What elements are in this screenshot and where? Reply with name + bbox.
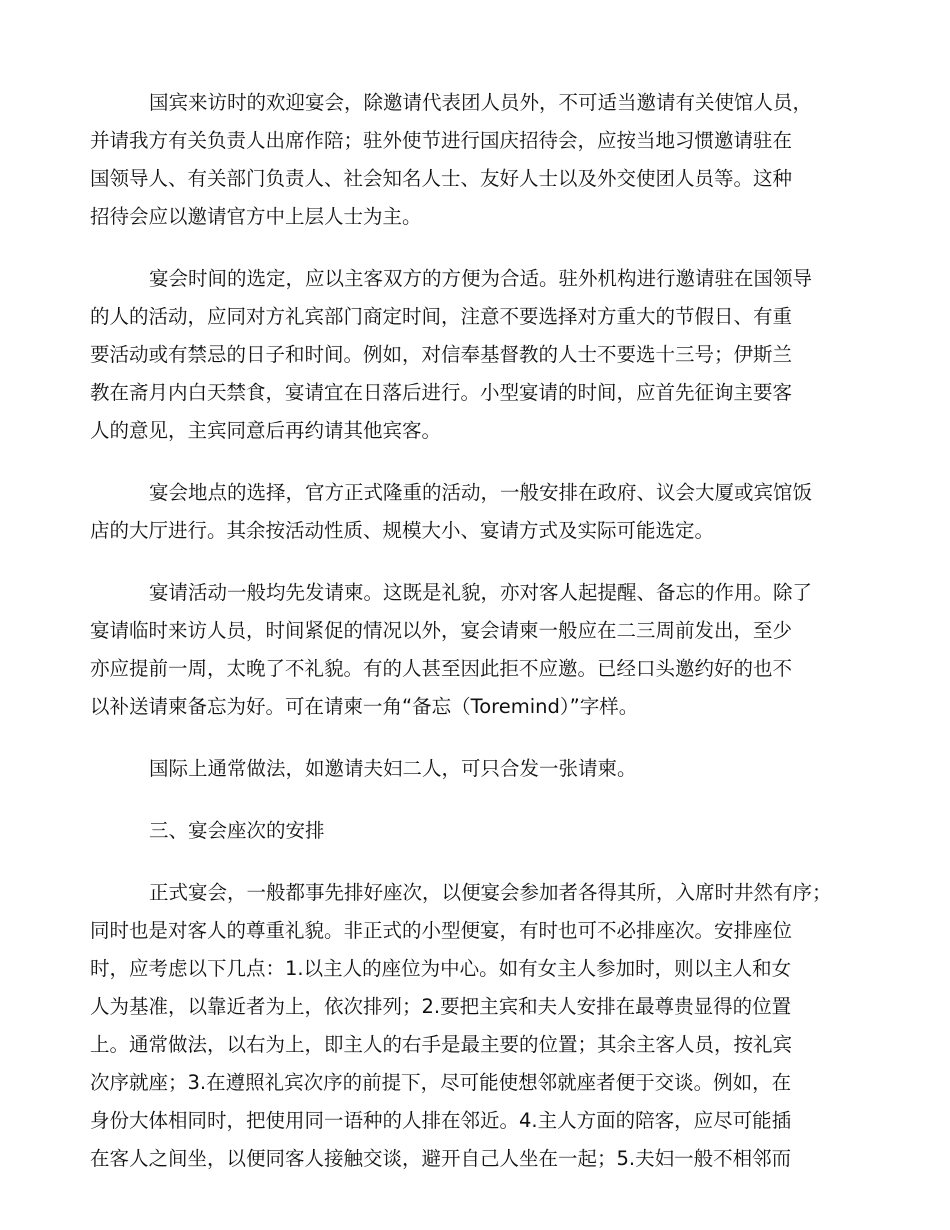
text-line: 同时也是对客人的尊重礼貌。非正式的小型便宴，有时也可不必排座次。安排座位 xyxy=(90,919,793,942)
text-line: 宴请活动一般均先发请柬。这既是礼貌，亦对客人起提醒、备忘的作用。除了 xyxy=(149,581,813,604)
text-line: 店的大厅进行。其余按活动性质、规模大小、宴请方式及实际可能选定。 xyxy=(90,519,715,542)
paragraph-banquet-time xyxy=(90,260,890,450)
text-line: 招待会应以邀请官方中上层人士为主。 xyxy=(90,205,422,228)
text-line: 宴请临时来访人员，时间紧促的情况以外，宴会请柬一般应在二三周前发出，至少 xyxy=(90,619,793,642)
paragraph-seating-arrangement xyxy=(90,874,890,1178)
text-line: 宴会地点的选择，官方正式隆重的活动，一般安排在政府、议会大厦或宾馆饭 xyxy=(149,481,813,504)
text-line: 国领导人、有关部门负责人、社会知名人士、友好人士以及外交使团人员等。这种 xyxy=(90,167,793,190)
text-line: 要活动或有禁忌的日子和时间。例如，对信奉基督教的人士不要选十三号；伊斯兰 xyxy=(90,343,793,366)
text-line: 人为基准，以靠近者为上，依次排列；2.要把主宾和夫人安排在最尊贵显得的位置 xyxy=(90,995,792,1018)
paragraph-invitations xyxy=(90,574,890,726)
section-heading: 三、宴会座次的安排 xyxy=(149,819,325,842)
text-line: 身份大体相同时，把使用同一语种的人排在邻近。4.主人方面的陪客，应尽可能插 xyxy=(90,1109,792,1132)
text-line: 宴会时间的选定，应以主客双方的方便为合适。驻外机构进行邀请驻在国领导 xyxy=(149,267,813,290)
text-line: 教在斋月内白天禁食，宴请宜在日落后进行。小型宴请的时间，应首先征询主要客 xyxy=(90,381,793,404)
paragraph-banquet-location xyxy=(90,474,890,550)
text-line: 国宾来访时的欢迎宴会，除邀请代表团人员外，不可适当邀请有关使馆人员， xyxy=(149,91,813,114)
text-line: 的人的活动，应同对方礼宾部门商定时间，注意不要选择对方重大的节假日、有重 xyxy=(90,305,793,328)
text-line: 人的意见，主宾同意后再约请其他宾客。 xyxy=(90,419,442,442)
paragraph-couple-invitation xyxy=(90,750,890,788)
text-line: 时，应考虑以下几点：1.以主人的座位为中心。如有女主人参加时，则以主人和女 xyxy=(90,957,792,980)
text-line: 次序就座；3.在遵照礼宾次序的前提下，尽可能使想邻就座者便于交谈。例如，在 xyxy=(90,1071,792,1094)
text-line: 以补送请柬备忘为好。可在请柬一角“备忘（Toremind）”字样。 xyxy=(90,695,639,718)
text-line: 国际上通常做法，如邀请夫妇二人，可只合发一张请柬。 xyxy=(149,757,637,780)
text-line: 亦应提前一周，太晚了不礼貌。有的人甚至因此拒不应邀。已经口头邀约好的也不 xyxy=(90,657,793,680)
text-line: 在客人之间坐，以便同客人接触交谈，避开自己人坐在一起；5.夫妇一般不相邻而 xyxy=(90,1147,792,1170)
paragraph-welcome-banquet xyxy=(90,84,890,236)
text-line: 上。通常做法，以右为上，即主人的右手是最主要的位置；其余主客人员，按礼宾 xyxy=(90,1033,793,1056)
section-heading-seating xyxy=(90,812,890,850)
text-line: 正式宴会，一般都事先排好座次，以便宴会参加者各得其所，入席时井然有序； xyxy=(149,881,832,904)
text-line: 并请我方有关负责人出席作陪；驻外使节进行国庆招待会，应按当地习惯邀请驻在 xyxy=(90,129,793,152)
